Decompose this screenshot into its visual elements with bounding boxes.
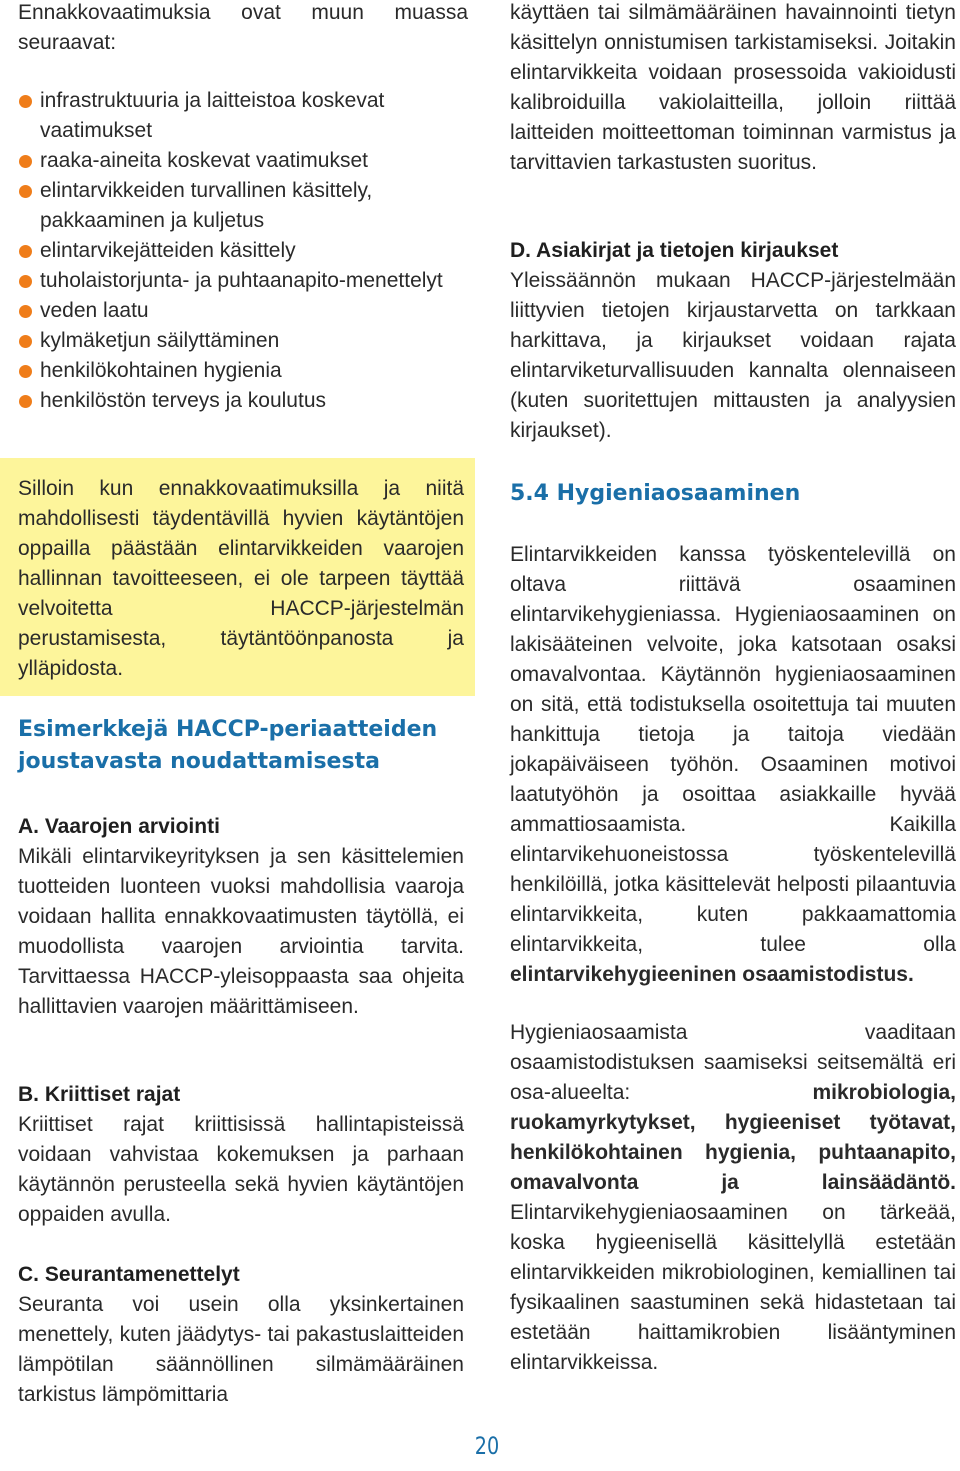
list-item: raaka-aineita koskevat vaatimukset: [18, 146, 468, 176]
paragraph-1-text: Elintarvikkeiden kanssa työskentelevillä on oltava riittävä osaaminen elintarvikehygieniassa. Hygieniaosaaminen on lakisääteinen velvoite, joka katsotaan osaksi omavalvontaa. Käytännön hygieniaosaaminen on sitä, että todistuksella osoitettuja tai muuten hankittuja tietoja ja taitoja viedään jokapäiväiseen työhön. Osaaminen motivoi laatutyöhön ja osoittaa asiakkaille hyvää ammattiosaamista. Kaikilla elintarvikehuoneistossa työskentelevillä henkilöillä, jotka käsittelevät helposti pilaantuvia elintarvikkeita, kuten pakkaamattomia elintarvikkeita, tulee olla: [510, 543, 956, 956]
section-a: [18, 812, 464, 1022]
section-heading: 5.4 Hygieniaosaaminen: [510, 481, 801, 506]
list-item: elintarvikejätteiden käsittely: [18, 236, 468, 266]
prerequisites-list: [18, 86, 468, 416]
section-b-title: B. Kriittiset rajat: [18, 1083, 181, 1106]
highlight-box: [0, 458, 475, 696]
bullet-dot-icon: [19, 95, 32, 108]
hygiene-paragraph-2: [510, 1018, 956, 1378]
list-item: elintarvikkeiden turvallinen käsittely, pakkaaminen ja kuljetus: [18, 176, 468, 236]
section-d-title: D. Asiakirjat ja tietojen kirjaukset: [510, 239, 839, 262]
section-a-text: Mikäli elintarvikeyrityksen ja sen käsittelemien tuotteiden luonteen vuoksi mahdollisia vaaroja voidaan hallita ennakkovaatimusten täytöllä, ei muodollista vaarojen arviointia tarvita. Tarvittaessa HACCP-yleisoppaasta saa ohjeita hallittavien vaarojen määrittämiseen.: [18, 845, 464, 1018]
section-c: [18, 1260, 464, 1410]
bullet-dot-icon: [19, 155, 32, 168]
section-d-text: Yleissäännön mukaan HACCP-järjestelmään liittyvien tietojen kirjaustarvetta on tarkkaan harkittava, ja kirjaukset voidaan rajata elintarviketurvallisuuden kannalta olennaiseen (kuten suoritettujen mittausten ja analyysien kirjaukset).: [510, 269, 956, 442]
paragraph-1-bold: elintarvikehygieeninen osaamistodistus.: [510, 963, 914, 986]
paragraph-2-rest: Elintarvikehygieniaosaaminen on tärkeää, koska hygieenisellä käsittelyllä estetään elintarvikkeiden mikrobiologinen, kemiallinen tai fysikaalinen saastuminen sekä hidastetaan tai estetään haittamikrobien lisääntyminen elintarvikkeissa.: [510, 1201, 956, 1374]
bullet-dot-icon: [19, 335, 32, 348]
section-c-text: Seuranta voi usein olla yksinkertainen menettely, kuten jäädytys- tai pakastuslaitteiden lämpötilan säännöllinen silmämääräinen tarkistus lämpömittaria: [18, 1293, 464, 1406]
list-item: henkilökohtainen hygienia: [18, 356, 468, 386]
list-item: kylmäketjun säilyttäminen: [18, 326, 468, 356]
bullet-dot-icon: [19, 185, 32, 198]
page-number: 20: [474, 1432, 500, 1460]
paragraph-2-text: Hygieniaosaamista vaaditaan osaamistodistuksen saamiseksi seitsemältä eri osa-alueelta:: [510, 1021, 956, 1104]
section-a-title: A. Vaarojen arviointi: [18, 815, 220, 838]
bullet-dot-icon: [19, 305, 32, 318]
highlight-text: Silloin kun ennakkovaatimuksilla ja niitä mahdollisesti täydentävillä hyvien käytäntöjen oppailla päästään elintarvikkeiden vaarojen hallinnan tavoitteeseen, ei ole tarpeen täyttää velvoitetta HACCP-järjestelmän perustamisesta, täytäntöönpanosta ja ylläpidosta.: [18, 477, 464, 680]
list-item: tuholaistorjunta- ja puhtaanapito-menettelyt: [18, 266, 468, 296]
section-d: [510, 236, 956, 446]
bullet-dot-icon: [19, 245, 32, 258]
examples-heading: Esimerkkejä HACCP-periaatteiden joustavasta noudattamisesta: [18, 717, 438, 774]
bullet-dot-icon: [19, 275, 32, 288]
hygiene-paragraph-1: [510, 540, 956, 990]
bullet-dot-icon: [19, 365, 32, 378]
section-b-text: Kriittiset rajat kriittisissä hallintapisteissä voidaan vahvistaa kokemuksen ja parhaan käytännön perusteella sekä hyvien käytäntöjen oppaiden avulla.: [18, 1113, 464, 1226]
intro-text: Ennakkovaatimuksia ovat muun muassa seuraavat:: [18, 1, 468, 54]
paragraph-2-bold: mikrobiologia, ruokamyrkytykset, hygieeniset työtavat, henkilökohtainen hygienia, puhtaanapito, omavalvonta ja lainsäädäntö.: [510, 1081, 956, 1194]
section-c-title: C. Seurantamenettelyt: [18, 1263, 240, 1286]
bullet-dot-icon: [19, 395, 32, 408]
list-item: veden laatu: [18, 296, 468, 326]
section-b: [18, 1080, 464, 1230]
section-c-continued-text: käyttäen tai silmämääräinen havainnointi tietyn käsittelyn onnistumisen tarkistamiseksi. Joitakin elintarvikkeita voidaan prosessoida vakioidusti kalibroiduilla vakiolaitteilla, jolloin riittää laitteiden moitteettoman toiminnan varmistus ja tarvittavien tarkastusten suoritus.: [510, 1, 956, 174]
list-item: infrastruktuuria ja laitteistoa koskevat vaatimukset: [18, 86, 468, 146]
section-c-continued: [510, 0, 956, 178]
list-item: henkilöstön terveys ja koulutus: [18, 386, 468, 416]
